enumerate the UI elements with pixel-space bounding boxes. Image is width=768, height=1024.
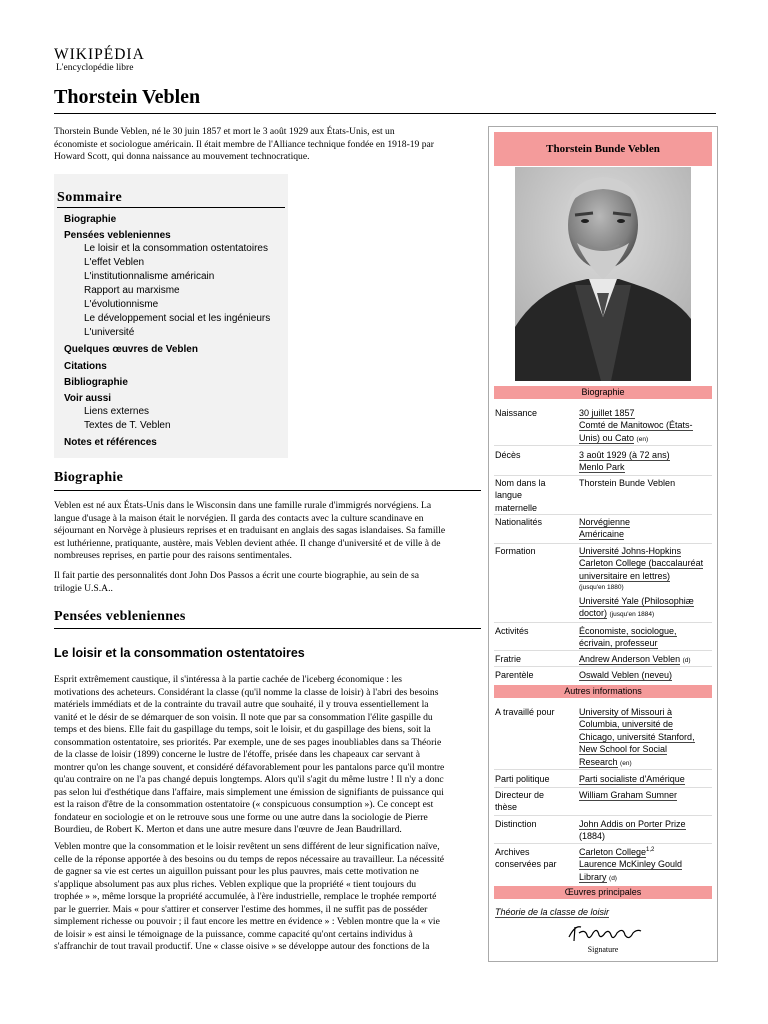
label-formation: Formation [495,546,536,556]
value-naissance: 30 juillet 1857 Comté de Manitowoc (États- Unis) ou Cato (en) [579,408,693,443]
value-parti: Parti socialiste d'Amérique [579,774,685,784]
label-nationalites: Nationalités [495,517,543,527]
value-directeur: William Graham Sumner [579,790,678,800]
value-nom-langue: Thorstein Bunde Veblen [579,478,676,488]
label-naissance: Naissance [495,408,538,418]
label-directeur: Directeur de thèse [495,790,545,813]
value-distinction: John Addis on Porter Prize (1884) [579,819,686,842]
value-formation: Université Johns-Hopkins Carleton College (baccalauréat universitaire en lettres) (jusqu'en 1880) Université Yale (Philosophiæ doctor) (jusqu'en 1884) [579,546,704,619]
biographie-paragraph-2: Il fait partie des personnalités dont John Dos Passos a écrit une courte biographie, au sein de sa trilogie U.S.A.. [54,570,419,594]
toc-item-evolutionnisme[interactable]: L'évolutionnisme [84,299,159,310]
toc-title: Sommaire [57,190,123,205]
label-parentele: Parentèle [495,670,534,680]
intro-paragraph: Thorstein Bunde Veblen, né le 30 juin 1857 et mort le 3 août 1929 aux États-Unis, est un économiste et sociologue américain. Il était membre de l'Alliance technique fondée en 1918-19 par Howard Scott, qui donna naissance au mouvement technocratique. [54,126,435,162]
toc-item-marxisme[interactable]: Rapport au marxisme [84,285,180,296]
section-divider [54,628,481,629]
toc-item-citations[interactable]: Citations [64,361,107,372]
page-title: Thorstein Veblen [54,86,201,108]
infobox-section-autres: Autres informations [494,685,712,698]
oeuvre-link[interactable]: Théorie de la classe de loisir [495,907,610,917]
toc-item-liens[interactable]: Liens externes [84,406,150,417]
infobox-section-biographie: Biographie [494,386,712,399]
toc-item-effet[interactable]: L'effet Veblen [84,257,145,268]
portrait-photo[interactable] [515,167,691,381]
logo-wordmark: WIKIPÉDIA [54,46,145,63]
label-deces: Décès [495,450,521,460]
label-parti: Parti politique [495,774,550,784]
signature-image [565,919,645,947]
signature-caption: Signature [587,945,619,954]
toc-item-bibliographie[interactable]: Bibliographie [64,377,128,388]
infobox [488,126,718,962]
label-nom-langue: Nom dans la langue maternelle [495,478,546,513]
toc-item-institutionnalisme[interactable]: L'institutionnalisme américain [84,271,215,282]
toc-divider [57,207,285,208]
logo-tagline: L'encyclopédie libre [56,63,134,73]
label-activites: Activités [495,626,529,636]
value-fratrie: Andrew Anderson Veblen (d) [579,654,691,664]
infobox-section-oeuvres: Œuvres principales [494,886,712,899]
loisir-paragraph-2: Veblen montre que la consommation et le loisir revêtent un sens différent de leur signification naïve, celle de la réponse apportée à des besoins ou du temps de repos nécessaire au travailleur. La nécessité de gagner sa vie est certes un aiguillon puissant pour les plus pauvres, mais cette motivation ne s'applique absolument pas aux plus riches. Veblen explique que la propriété « tient toujours du trophée » », même lorsque la propriété accumulée, à l'ère industrielle, remplace le trophée remporté par le guerrier. Mais « pour s'attirer et conserver l'estime des hommes, il ne suffit pas de posséder simplement richesse ou pouvoir ; il faut encore les mettre en évidence » : Veblen montre que la « vie de loisir » est ainsi le témoignage de la puissance, comme capacité qu'ont certains individus à s'affranchir de tout travail productif. Une « classe oisive » se développe autour des fonctions de la [54,841,444,952]
label-travaille: A travaillé pour [495,707,555,717]
toc-item-voir-aussi[interactable]: Voir aussi [64,393,112,404]
toc-item-notes[interactable]: Notes et références [64,437,157,448]
value-parentele: Oswald Veblen (neveu) [579,670,673,680]
toc-item-oeuvres[interactable]: Quelques œuvres de Veblen [64,344,198,355]
wikipedia-logo[interactable] [54,46,145,73]
toc-item-biographie[interactable]: Biographie [64,214,117,225]
toc-item-loisir[interactable]: Le loisir et la consommation ostentatoires [84,243,268,254]
toc-item-pensees[interactable]: Pensées vebleniennes [64,230,171,241]
section-divider [54,490,481,491]
toc-item-textes[interactable]: Textes de T. Veblen [84,420,171,431]
table-of-contents [54,174,288,458]
section-heading-pensees: Pensées vebleniennes [54,609,186,624]
title-divider [54,113,716,114]
value-archives: Carleton College$^{1,2}$ Laurence McKinley Gould Library (d) [579,847,683,882]
value-activites: Économiste, sociologue, écrivain, professeur [579,626,677,649]
loisir-paragraph-1: Esprit extrêmement caustique, il s'intéressa à la partie cachée de l'iceberg économique : les motivations des acheteurs. Considérant la classe (qu'il nomme la classe de loisir) à l'abri des besoins matériels immédiats et de la contrainte du travail autre que souhaité, il y trouva essentiellement la vanité et le désir de se démarquer de son voisin. Il note que par sa consommation l'élite gaspille du temps et des biens. Elle fait du gaspillage du temps, soit le loisir, et du gaspillage des biens, soit la consommation ostentatoire, ses priorités. Par exemple, une de ses pages inoubliables dans sa Théorie de la classe de loisir (1899) concerne le lustre de l'étoffe, prisée dans les chapeaux car servant à montrer qu'on les change souvent, et considéré défavorablement pour les pantalons parce qu'il montre qu'au contraire on ne l'a pas changé depuis longtemps. Alors qu'il s'agit du même lustre ! Il n'y a donc pas selon lui d'esthétique dans l'affaire, mais simplement une émission de signifiants de puissance qui est la raison d'être de la consommation ostentatoire (« conspicuous consumption »). Ce concept est fondateur en sociologie et on le retrouve sous une forme ou une autre dans la sociologie de Pierre Bourdieu, de Robert K. Merton et dans une autre mesure dans l'œuvre de Jean Baudrillard. [54,674,445,835]
value-nationalites: Norvégienne Américaine [579,517,631,540]
label-distinction: Distinction [495,819,537,829]
value-deces: 3 août 1929 (à 72 ans) Menlo Park [579,450,670,473]
label-fratrie: Fratrie [495,654,522,664]
toc-item-developpement[interactable]: Le développement social et les ingénieurs [84,313,271,324]
section-heading-biographie: Biographie [54,470,124,485]
toc-item-universite[interactable]: L'université [84,327,135,338]
biographie-paragraph-1: Veblen est né aux États-Unis dans le Wisconsin dans une famille rurale d'immigrés norvégiens. La langue d'usage à la maison était le norvégien. Il garda des contacts avec la culture scandinave en séjournant en Norvège à plusieurs reprises et en traduisant en anglais des sagas islandaises. Sa famille est luthérienne, pratiquante, austère, mais Veblen devient athée. Il change d'université et de ville à de nombreuses reprises, en partie pour des raisons sentimentales. [54,500,446,561]
infobox-title: Thorstein Bunde Veblen [494,132,712,166]
value-travaille: University of Missouri à Columbia, université de Chicago, université Stanford, New School for Social Research (en) [579,707,695,767]
subsection-heading-loisir: Le loisir et la consommation ostentatoires [54,646,305,660]
label-archives: Archives conservées par [495,847,557,870]
